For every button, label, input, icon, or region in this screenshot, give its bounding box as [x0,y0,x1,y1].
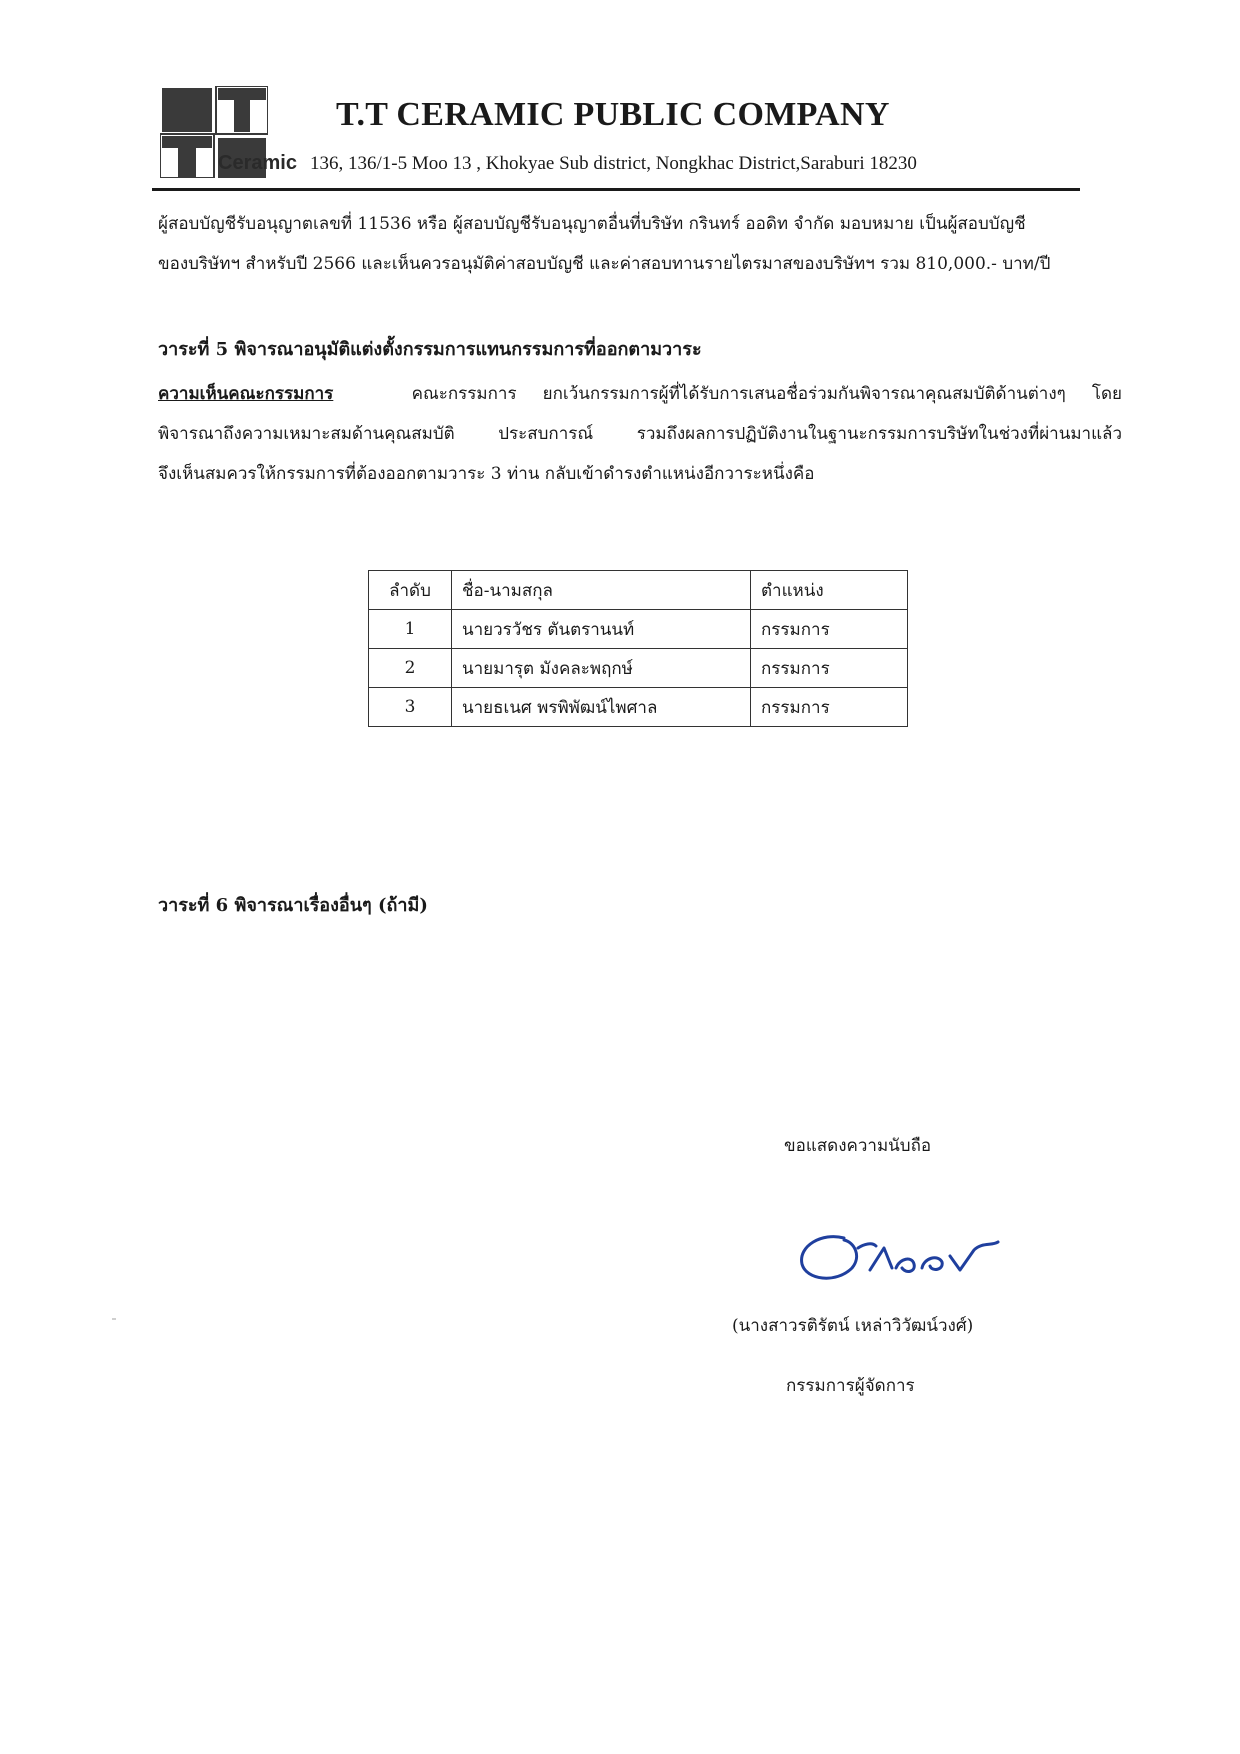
agenda-6-heading: วาระที่ 6 พิจารณาเรื่องอื่นๆ (ถ้ามี) [158,895,428,916]
scan-speck [112,1318,116,1320]
table-header-row [369,571,908,610]
cell-no: 1 [369,610,452,649]
company-name: T.T CERAMIC PUBLIC COMPANY [336,96,890,133]
cell-no: 3 [369,688,452,727]
header-position: ตำแหน่ง [751,571,908,610]
table-row [369,688,908,727]
table-row [369,610,908,649]
cell-name: นายมารุต มังคละพฤกษ์ [452,649,751,688]
auditor-line-1: ผู้สอบบัญชีรับอนุญาตเลขที่ 11536 หรือ ผู้สอบบัญชีรับอนุญาตอื่นที่บริษัท กรินทร์ ออดิท จำกัด มอบหมาย เป็นผู้สอบบัญชี [158,214,1026,234]
cell-no: 2 [369,649,452,688]
header-name: ชื่อ-นามสกุล [452,571,751,610]
company-address: 136, 136/1-5 Moo 13 , Khokyae Sub district, Nongkhac District,Saraburi 18230 [310,153,917,174]
cell-name: นายวรวัชร ตันตรานนท์ [452,610,751,649]
auditor-line-2: ของบริษัทฯ สำหรับปี 2566 และเห็นควรอนุมัติค่าสอบบัญชี และค่าสอบทานรายไตรมาสของบริษัทฯ รวม 810,000.- บาท/ปี [158,254,1051,274]
agenda-5-heading: วาระที่ 5 พิจารณาอนุมัติแต่งตั้งกรรมการแทนกรรมการที่ออกตามวาระ [158,339,702,360]
opinion-text-1: คณะกรรมการ ยกเว้นกรรมการผู้ที่ได้รับการเสนอชื่อร่วมกันพิจารณาคุณสมบัติด้านต่างๆ โดย [411,384,1123,404]
agenda-5-opinion [158,374,1122,494]
cell-position: กรรมการ [751,610,908,649]
opinion-label: ความเห็นคณะกรรมการ [158,384,334,404]
logo-word: Ceramic [218,152,297,174]
cell-name: นายธเนศ พรพิพัฒน์ไพศาล [452,688,751,727]
opinion-line-2: พิจารณาถึงความเหมาะสมด้านคุณสมบัติ ประสบการณ์ รวมถึงผลการปฏิบัติงานในฐานะกรรมการบริษัทในช่วงที่ผ่านมาแล้ว [158,424,1122,444]
signature-image [792,1218,1032,1298]
header-no: ลำดับ [369,571,452,610]
directors-table [368,570,908,727]
opinion-line-3: จึงเห็นสมควรให้กรรมการที่ต้องออกตามวาระ 3 ท่าน กลับเข้าดำรงตำแหน่งอีกวาระหนึ่งคือ [158,464,815,484]
address-row [218,152,917,182]
cell-position: กรรมการ [751,688,908,727]
auditor-paragraph [158,204,1122,284]
cell-position: กรรมการ [751,649,908,688]
table-row [369,649,908,688]
signer-name: (นางสาวรติรัตน์ เหล่าวิวัฒน์วงศ์) [732,1316,974,1336]
closing-regards: ขอแสดงความนับถือ [784,1136,932,1156]
opinion-line-1 [158,374,1122,414]
signer-title: กรรมการผู้จัดการ [786,1376,915,1396]
header-divider [152,188,1080,191]
